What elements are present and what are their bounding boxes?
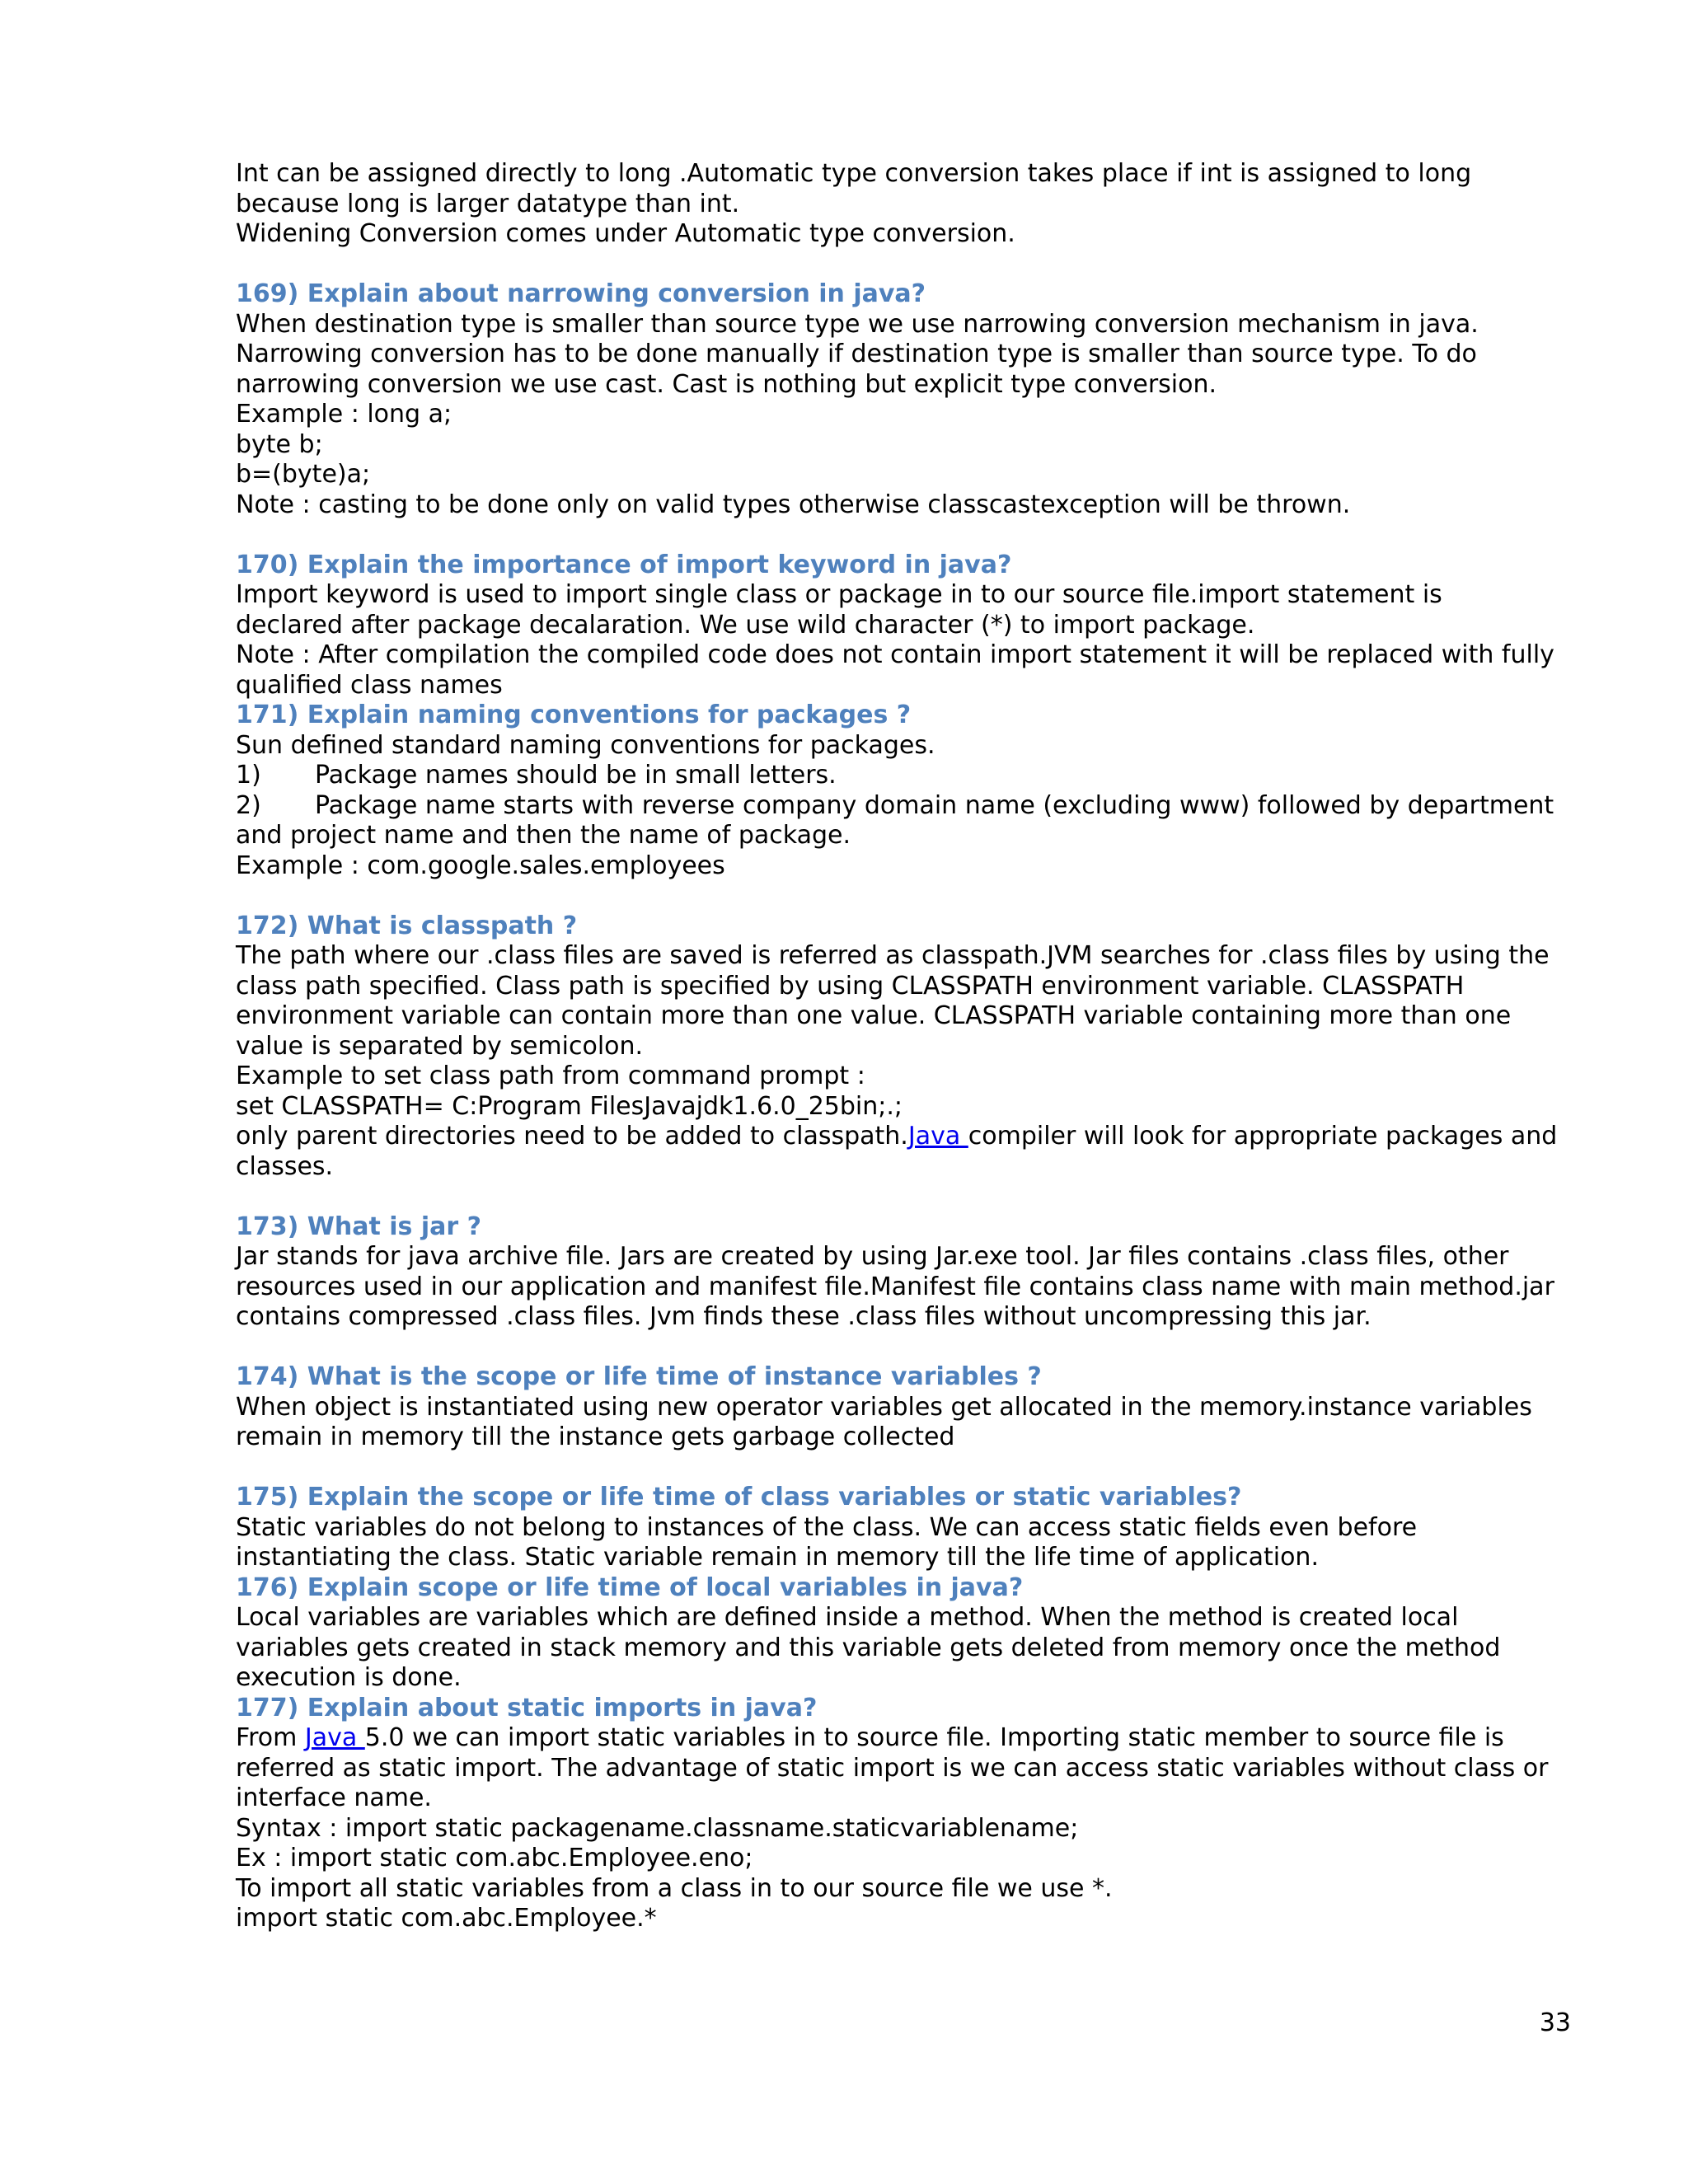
question-heading: 172) What is classpath ?	[236, 911, 578, 940]
paragraph-line: Note : After compilation the compiled code does not contain import statement it will be replaced with fully	[236, 640, 1554, 669]
paragraph-line: To import all static variables from a class in to our source file we use *.	[236, 1873, 1113, 1903]
list-number: 1)	[236, 761, 261, 790]
question-heading: 169) Explain about narrowing conversion in java?	[236, 279, 926, 308]
spacer	[236, 881, 1571, 912]
java-link[interactable]: Java	[304, 1723, 365, 1752]
question-heading: 173) What is jar ?	[236, 1212, 482, 1241]
list-item	[236, 761, 1571, 791]
question-169	[236, 279, 1571, 520]
question-174	[236, 1362, 1571, 1453]
paragraph-line: qualified class names	[236, 670, 503, 700]
paragraph-line: When destination type is smaller than source type we use narrowing conversion mechanism in java.	[236, 309, 1479, 339]
paragraph-line: interface name.	[236, 1783, 432, 1812]
java-link[interactable]: Java	[907, 1122, 968, 1151]
paragraph-line: Static variables do not belong to instances of the class. We can access static fields even before	[236, 1512, 1418, 1542]
paragraph-line: execution is done.	[236, 1663, 462, 1692]
paragraph-line: value is separated by semicolon.	[236, 1031, 644, 1061]
paragraph-line: Example : long a;	[236, 400, 452, 429]
question-heading: 175) Explain the scope or life time of class variables or static variables?	[236, 1483, 1242, 1511]
paragraph-line: resources used in our application and manifest file.Manifest file contains class name with main method.jar	[236, 1272, 1554, 1301]
paragraph-line: import static com.abc.Employee.*	[236, 1904, 657, 1933]
paragraph-line: Ex : import static com.abc.Employee.eno;	[236, 1844, 753, 1872]
list-text: Package names should be in small letters.	[315, 761, 837, 790]
page-number: 33	[1539, 2008, 1571, 2037]
question-173	[236, 1212, 1571, 1333]
paragraph-line: instantiating the class. Static variable remain in memory till the life time of application.	[236, 1543, 1319, 1572]
text-before-link: only parent directories need to be added to classpath.	[236, 1122, 908, 1151]
text-before-link: From	[236, 1723, 305, 1752]
paragraph-line: Jar stands for java archive file. Jars are created by using Jar.exe tool. Jar files contains .class files, other	[236, 1242, 1509, 1271]
paragraph-line: Local variables are variables which are defined inside a method. When the method is created local	[236, 1603, 1459, 1632]
spacer	[236, 1453, 1571, 1483]
question-heading: 176) Explain scope or life time of local variables in java?	[236, 1572, 1024, 1602]
question-170	[236, 551, 1571, 701]
list-item	[236, 791, 1571, 822]
paragraph-line: class path specified. Class path is specified by using CLASSPATH environment variable. CLASSPATH	[236, 971, 1465, 1001]
question-heading: 174) What is the scope or life time of instance variables ?	[236, 1362, 1042, 1391]
paragraph-line: narrowing conversion we use cast. Cast is nothing but explicit type conversion.	[236, 369, 1217, 399]
paragraph-line: Narrowing conversion has to be done manually if destination type is smaller than source type. To do	[236, 340, 1477, 368]
paragraph-line: Example : com.google.sales.employees	[236, 851, 725, 880]
text-after-link: 5.0 we can import static variables in to source file. Importing static member to source file is	[364, 1723, 1504, 1752]
paragraph-line: remain in memory till the instance gets garbage collected	[236, 1422, 955, 1451]
paragraph-line: Example to set class path from command prompt :	[236, 1062, 865, 1090]
paragraph-line: Int can be assigned directly to long .Automatic type conversion takes place if int is assigned to long	[236, 159, 1472, 188]
paragraph-line: environment variable can contain more than one value. CLASSPATH variable containing more than one	[236, 1001, 1512, 1030]
paragraph-line: b=(byte)a;	[236, 460, 371, 489]
paragraph-line: declared after package decalaration. We use wild character (*) to import package.	[236, 610, 1255, 640]
paragraph-line: contains compressed .class files. Jvm finds these .class files without uncompressing this jar.	[236, 1302, 1372, 1331]
spacer	[236, 250, 1571, 280]
spacer	[236, 1182, 1571, 1212]
list-text: Package name starts with reverse company domain name (excluding www) followed by department	[315, 790, 1554, 820]
spacer	[236, 1333, 1571, 1363]
question-177	[236, 1694, 1571, 1934]
paragraph-line: referred as static import. The advantage of static import is we can access static variables without class or	[236, 1753, 1549, 1783]
spacer	[236, 520, 1571, 551]
question-heading: 177) Explain about static imports in java?	[236, 1693, 818, 1722]
paragraph-line: and project name and then the name of package.	[236, 821, 851, 850]
paragraph-line: variables gets created in stack memory and this variable gets deleted from memory once the method	[236, 1633, 1501, 1662]
paragraph-line: classes.	[236, 1151, 334, 1181]
question-heading: 170) Explain the importance of import keyword in java?	[236, 550, 1012, 579]
paragraph-line: set CLASSPATH= C:Program FilesJavajdk1.6.0_25bin;.;	[236, 1091, 903, 1121]
question-171	[236, 701, 1571, 881]
list-number: 2)	[236, 790, 261, 820]
paragraph-line: because long is larger datatype than int.	[236, 189, 740, 218]
intro-section	[236, 159, 1571, 250]
paragraph-line: When object is instantiated using new operator variables get allocated in the memory.instance variables	[236, 1392, 1532, 1422]
paragraph-line: Syntax : import static packagename.classname.staticvariablename;	[236, 1813, 1079, 1843]
question-heading: 171) Explain naming conventions for packages ?	[236, 701, 912, 729]
question-172	[236, 912, 1571, 1183]
document-page	[236, 159, 1571, 1934]
question-175	[236, 1483, 1571, 1573]
paragraph-line: The path where our .class files are saved is referred as classpath.JVM searches for .class files by using the	[236, 941, 1550, 970]
text-after-link: compiler will look for appropriate packages and	[968, 1122, 1558, 1151]
paragraph-line: Note : casting to be done only on valid types otherwise classcastexception will be thrown.	[236, 490, 1351, 519]
paragraph-line-with-link	[236, 1723, 1571, 1754]
question-176	[236, 1573, 1571, 1694]
paragraph-line: Import keyword is used to import single class or package in to our source file.import statement is	[236, 580, 1442, 609]
paragraph-line: byte b;	[236, 429, 323, 459]
paragraph-line: Sun defined standard naming conventions for packages.	[236, 730, 935, 760]
paragraph-line-with-link	[236, 1122, 1571, 1152]
paragraph-line: Widening Conversion comes under Automatic type conversion.	[236, 219, 1015, 248]
